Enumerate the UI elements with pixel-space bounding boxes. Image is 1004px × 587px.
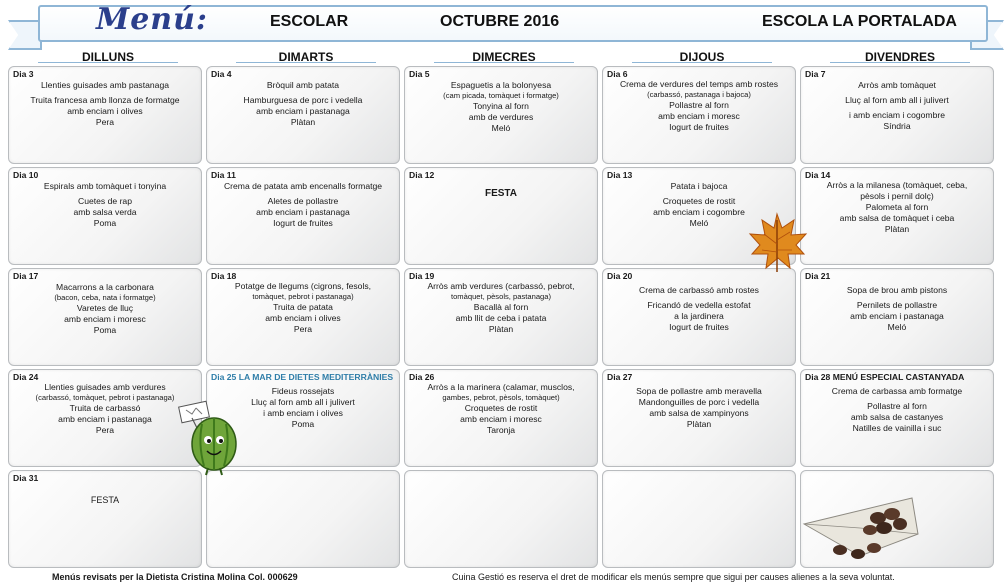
weekday-dimarts: DIMARTS [216,50,396,64]
dish: Aletes de pollastre [267,196,339,206]
menu-logo: Menú: [96,2,208,37]
cell-day: Dia 3 [13,69,34,79]
cell-dia-17 [8,268,202,366]
dish: Bròquil amb patata [266,80,340,90]
cell-dia-28 [800,369,994,467]
cell-dia-14 [800,167,994,265]
cell-dia-27 [602,369,796,467]
dessert: Pera [95,117,115,127]
cell-day: Dia 21 [805,271,831,281]
dish: Llenties guisades amb verdures [44,382,166,392]
dish: amb salsa verda [73,207,137,217]
dish: Macarrons a la carbonara [56,282,154,292]
dish-note: tomàquet, pèsols, pastanaga) [450,292,552,301]
dish: Crema de verdures del temps amb rostes [619,79,779,89]
cell-day: Dia 6 [607,69,628,79]
cell-dia-10 [8,167,202,265]
dish: Arròs a la milanesa (tomàquet, ceba, [826,180,968,190]
holiday-label: FESTA [90,495,120,505]
dish-note: (carbassó, pastanaga i bajoca) [647,90,751,99]
cell-dia-18 [206,268,400,366]
dish: amb de verdures [468,112,534,122]
dish-note: gambes, pebrot, pèsols, tomàquet) [442,393,560,402]
dessert: Iogurt de fruites [669,122,729,132]
dish-note: (carbassó, tomàquet, pebrot i pastanaga) [35,393,175,402]
dish: Palometa al forn [865,202,929,212]
cell-day: Dia 4 [211,69,232,79]
dish: amb enciam i cogombre [653,207,745,217]
dessert: Natilles de vainilla i suc [852,423,942,433]
dessert: Iogurt de fruites [273,218,333,228]
cell-dia-21 [800,268,994,366]
weekday-divendres: DIVENDRES [810,50,990,64]
dish: Pernilets de pollastre [856,300,938,310]
dish: Arròs a la marinera (calamar, musclos, [427,382,575,392]
dish: Truita de patata [273,302,333,312]
dish: Croquetes de rostit [464,403,538,413]
dish: Fricandó de vedella estofat [647,300,751,310]
dessert: Taronja [486,425,516,435]
dessert: Poma [291,419,315,429]
dish: amb enciam i pastanaga [256,106,350,116]
dish: Tonyina al forn [473,101,529,111]
dish: Croquetes de rostit [662,196,736,206]
dish: amb salsa de tomàquet i ceba [839,213,955,223]
dish: Potatge de llegums (cigrons, fesols, [234,281,372,291]
cell-dia-5 [404,66,598,164]
chestnut-bag-icon [800,494,920,562]
dish: amb enciam i moresc [460,414,542,424]
cell-day: Dia 14 [805,170,831,180]
dish: Sopa de brou amb pistons [846,285,948,295]
footer-dietitian-note: Menús revisats per la Dietista Cristina Molina Col. 000629 [52,572,298,582]
dish: amb enciam i moresc [658,111,740,121]
cell-day: Dia 19 [409,271,435,281]
cell-empty [404,470,598,568]
dish: Bacallà al forn [473,302,529,312]
cell-day: Dia 13 [607,170,633,180]
dish: Crema de carbassó amb rostes [639,285,759,295]
dessert: Plàtan [488,324,514,334]
dish: Truita de carbassó [69,403,141,413]
dessert: Meló [689,218,709,228]
cell-dia-19 [404,268,598,366]
dish: Fideus rossejats [271,386,335,396]
dish: Truita francesa amb llonza de formatge [30,95,180,105]
dessert: Meló [887,322,907,332]
dish: i amb enciam i cogombre [848,110,945,120]
dish: amb enciam i pastanaga [256,207,350,217]
dish: amb enciam i pastanaga [850,311,944,321]
cell-day: Dia 5 [409,69,430,79]
dish: amb enciam i olives [265,313,341,323]
dish: i amb enciam i olives [263,408,343,418]
banner-tail-left [8,20,42,50]
dish: Varetes de lluç [76,303,134,313]
dish: a la jardinera [674,311,724,321]
dish-note: (bacon, ceba, nata i formatge) [54,293,156,302]
cell-dia-20 [602,268,796,366]
dish: Cuetes de rap [78,196,132,206]
header-school: ESCOLA LA PORTALADA [762,13,957,30]
cell-empty [602,470,796,568]
cell-day: Dia 11 [211,170,236,180]
cell-day: Dia 7 [805,69,826,79]
dish: Hamburguesa de porc i vedella [243,95,363,105]
dessert: Síndria [883,121,911,131]
weekday-dimecres: DIMECRES [414,50,594,64]
cell-dia-6 [602,66,796,164]
cell-dia-4 [206,66,400,164]
cell-empty [206,470,400,568]
dessert: Plàtan [686,419,712,429]
dessert: Iogurt de fruites [669,322,729,332]
weekday-dilluns: DILLUNS [18,50,198,64]
dish: Lluç al forn amb all i julivert [251,397,355,407]
dessert: Pera [95,425,115,435]
dish-note: tomàquet, pebrot i pastanaga) [252,292,354,301]
dish: Pollastre al forn [669,100,729,110]
cell-dia-26 [404,369,598,467]
dish: Espirals amb tomàquet i tonyina [43,181,167,191]
dish: amb enciam i moresc [64,314,146,324]
dish: Pollastre al forn [867,401,927,411]
watermelon-mascot-icon [178,398,242,476]
dessert: Poma [93,325,117,335]
dish-note: (cam picada, tomàquet i formatge) [443,91,559,100]
cell-day: Dia 18 [211,271,237,281]
dish: Lluç al forn amb all i julivert [845,95,949,105]
autumn-leaf-icon [744,210,810,276]
dish: amb salsa de castanyes [850,412,944,422]
cell-dia-24 [8,369,202,467]
dish: amb llit de ceba i patata [455,313,547,323]
dish: Crema de patata amb encenalls formatge [223,181,383,191]
dish: Mandonguilles de porc i vedella [638,397,760,407]
dish-note: pèsols i pernil dolç) [860,191,934,201]
dish: Crema de carbassa amb formatge [831,386,963,396]
cell-day: Dia 20 [607,271,633,281]
weekday-dijous: DIJOUS [612,50,792,64]
cell-dia-12 [404,167,598,265]
dish: Llenties guisades amb pastanaga [40,80,170,90]
cell-dia-31 [8,470,202,568]
dish: amb enciam i pastanaga [58,414,152,424]
dessert: Plàtan [290,117,316,127]
dessert: Poma [93,218,117,228]
cell-dia-11 [206,167,400,265]
dish: Patata i bajoca [670,181,728,191]
cell-day: Dia 27 [607,372,633,382]
dish: Arròs amb tomàquet [858,80,936,90]
cell-day: Dia 31 [13,473,39,483]
dish: amb enciam i olives [67,106,143,116]
cell-day-special: Dia 25 LA MAR DE DIETES MEDITERRÀNIES [211,372,394,382]
dish: amb salsa de xampinyons [649,408,749,418]
cell-day: Dia 17 [13,271,39,281]
dish: Espaguetis a la bolonyesa [450,80,552,90]
cell-dia-3 [8,66,202,164]
cell-day: Dia 10 [13,170,39,180]
cell-dia-7 [800,66,994,164]
cell-day: Dia 26 [409,372,435,382]
header-month: OCTUBRE 2016 [440,13,560,30]
dish: Arròs amb verdures (carbassó, pebrot, [427,281,575,291]
holiday-label: FESTA [484,188,518,199]
dessert: Pera [293,324,313,334]
dessert: Meló [491,123,511,133]
cell-day: Dia 12 [409,170,435,180]
cell-day: Dia 24 [13,372,39,382]
cell-day-special: Dia 28 MENÚ ESPECIAL CASTANYADA [805,372,965,382]
dish: Sopa de pollastre amb meravella [636,386,762,396]
dessert: Plàtan [884,224,910,234]
footer-disclaimer: Cuina Gestió es reserva el dret de modificar els menús sempre que sigui per causes alienes a la seva voluntat. [452,572,895,582]
header-escolar: ESCOLAR [270,13,349,30]
